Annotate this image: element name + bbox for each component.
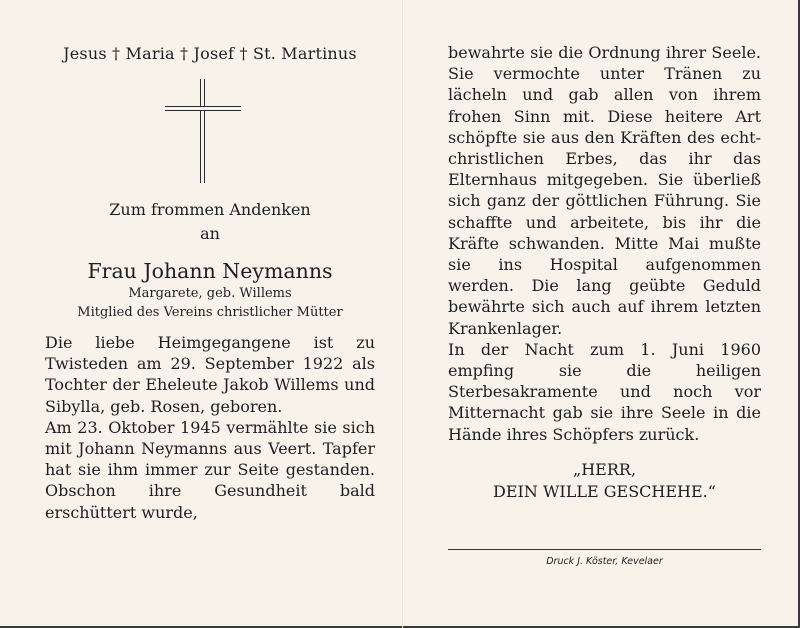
paragraph: In der Nacht zum 1. Juni 1960 empfing sie die heiligen Sterbesakramente und noch vor Mitternacht gab sie ihre Seele in die Hände ihres Schöpfers zurück.	[448, 339, 761, 444]
printer-credit: Druck J. Köster, Kevelaer	[546, 556, 663, 567]
closing-line-2: DEIN WILLE GESCHEHE.“	[493, 481, 716, 501]
memory-line-2: an	[200, 224, 220, 243]
closing-prayer	[448, 459, 761, 503]
paragraph: bewahrte sie die Ordnung ihrer Seele. Sie vermochte unter Tränen zu lächeln und gab allen von ihrem frohen Sinn mit. Diese heitere Art schöpfte sie aus den Kräften des echt-christlichen Erbes, das ihr das Elternhaus mitgegeben. Sie überließ sich ganz der göttlichen Führung. Sie schaffte und arbeitete, bis ihr die Kräfte schwanden. Mitte Mai mußte sie ins Hospital aufgenommen werden. Die lang geübte Geduld bewährte sich auch auf ihrem letzten Krankenlager.	[448, 43, 761, 338]
paragraph: Die liebe Heimgegangene ist zu Twisteden am 29. September 1922 als Tochter der Eheleute Jakob Willems und Sibylla, geb. Rosen, geboren.	[45, 333, 375, 416]
header-invocation: Jesus † Maria † Josef † St. Martinus	[63, 44, 357, 63]
association: Mitglied des Vereins christlicher Mütter	[77, 305, 343, 320]
paragraph: Am 23. Oktober 1945 vermählte sie sich mit Johann Neymanns aus Veert. Tapfer hat sie ihm immer zur Seite gestanden. Obschon ihre Gesundheit bald erschüttert wurde,	[45, 417, 375, 522]
closing-line-1: „HERR,	[572, 459, 637, 479]
deceased-name: Frau Johann Neymanns	[87, 259, 333, 283]
right-body	[448, 42, 761, 445]
memory-line-1: Zum frommen Andenken	[109, 200, 311, 219]
divider	[448, 549, 761, 550]
left-panel	[45, 44, 375, 523]
fold-line	[402, 0, 403, 628]
cross-icon	[165, 79, 241, 184]
right-panel	[448, 42, 761, 503]
maiden-name: Margarete, geb. Willems	[128, 286, 292, 301]
left-body	[45, 332, 375, 523]
memorial-heading	[45, 198, 375, 246]
